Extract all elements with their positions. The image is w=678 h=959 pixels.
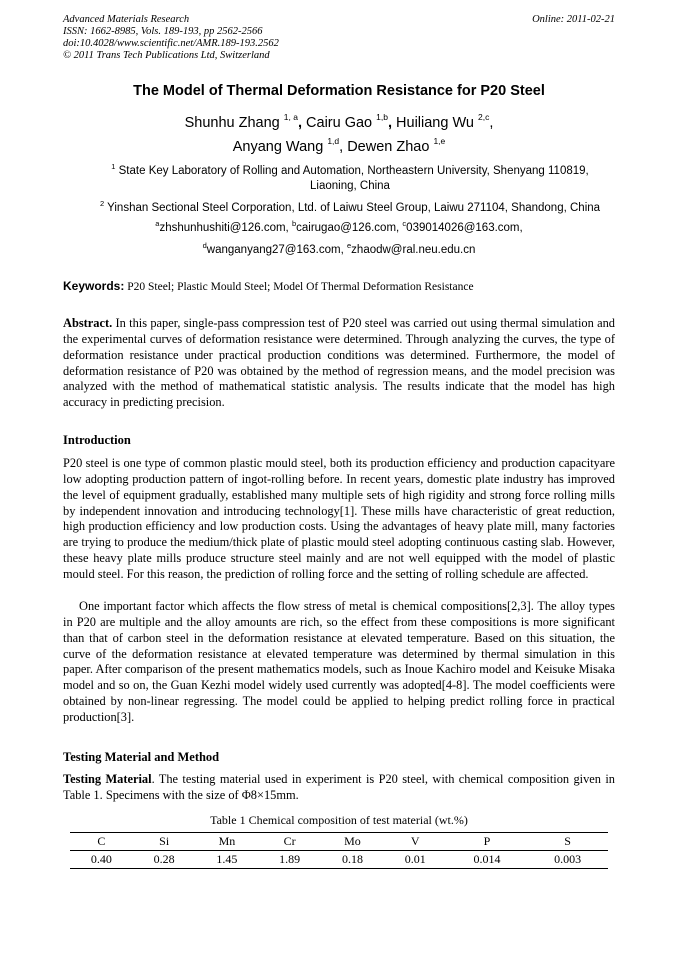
author-affiliation-mark: 1,b <box>376 112 388 122</box>
table-cell: 0.28 <box>153 852 175 866</box>
affiliation-1 <box>70 164 630 194</box>
testing-material-label: Testing Material <box>63 772 152 786</box>
keywords-label: Keywords: <box>63 279 125 293</box>
table-header-cell: Mo <box>344 834 361 848</box>
author-affiliation-mark: 2,c <box>478 112 490 122</box>
copyright-line: © 2011 Trans Tech Publications Ltd, Switzerland <box>63 50 270 61</box>
table-cell: 0.40 <box>90 852 112 866</box>
author-affiliation-mark: 1,d <box>327 136 340 146</box>
author-affiliation-mark: 1,e <box>433 136 446 146</box>
author-affiliation-mark: 1, a <box>283 112 298 122</box>
affiliation-mark: 1 <box>111 162 116 171</box>
author-name: Anyang Wang <box>232 139 324 155</box>
affiliation-text: Liaoning, China <box>310 180 390 192</box>
affiliation-text: State Key Laboratory of Rolling and Automation, Northeastern University, Shenyang 110819, <box>118 165 589 177</box>
keywords-text: P20 Steel; Plastic Mould Steel; Model Of Thermal Deformation Resistance <box>127 281 474 293</box>
author-name: Huiliang Wu <box>396 115 474 131</box>
table-caption: Table 1 Chemical composition of test material (wt.%) <box>210 813 468 827</box>
email-line-2 <box>0 243 678 258</box>
abstract-label: Abstract. <box>63 316 113 330</box>
email-mark: b <box>291 219 297 228</box>
abstract <box>63 316 615 411</box>
abstract-text: In this paper, single-pass compression test of P20 steel was carried out using thermal simulation and the experimental curves of deformation resistance were determined. Through analyzing the curves, the type of deformation resistance under practical production conditions was determined. Furthermore, the model of deformation resistance of P20 was obtained by the method of regression means, and the model precision was analyzed with the method of mathematical statistic analysis. The results indicate that the model has high accuracy in predicting precision. <box>63 316 615 410</box>
email-mark: d <box>202 241 207 250</box>
email-address: wanganyang27@163.com, <box>206 244 344 256</box>
paper-title: The Model of Thermal Deformation Resistance for P20 Steel <box>133 83 545 99</box>
table-header-cell: Si <box>159 834 170 848</box>
author-name: Shunhu Zhang <box>184 115 280 131</box>
table-header-cell: S <box>564 834 571 848</box>
affiliation-2 <box>60 201 640 216</box>
table-cell: 1.45 <box>216 852 238 866</box>
email-address: zhshunhushiti@126.com, <box>159 222 289 234</box>
introduction-paragraph-1: P20 steel is one type of common plastic mould steel, both its production efficiency and production capacityare low adopting production pattern of ingot-rolling before. In recent years, domestic plate industry has improved the level of equipment gradually, established many multiple sets of high rigidity and strong force rolling mills by independent innovation and introducing technology[1]. These mills have characteristic of great reduction, high production efficiency and low production costs. Using the advantages of heavy plate mill, many factories are trying to produce the medium/thick plate of plastic mould steel adopting continuous casting slab. However, these heavy plate mills produce structure steel mainly and are not well equipped with the model of plastic mould steel. For this reason, the prediction of rolling force and the setting of rolling schedule are affected. <box>63 456 615 581</box>
email-mark: e <box>347 241 352 250</box>
introduction-heading: Introduction <box>63 433 131 447</box>
table-header-cell: Mn <box>218 834 236 848</box>
author-name: Dewen Zhao <box>347 139 430 155</box>
introduction-paragraph-2: One important factor which affects the flow stress of metal is chemical compositions[2,3]. The alloy types in P20 are multiple and the alloy amounts are rich, so the effect from these compositions is more significant than that of carbon steel in the deformation resistance at elevated temperature. Based on this situation, the curve of the deformation resistance at elevated temperature was determined by thermal simulation in this paper. After comparison of the present mathematics models, such as Inoue Kachiro model and Keisuke Misaka model and so on, the Guan Kezhi model widely used currently was adopted[4-8]. The model coefficients were obtained by non-linear regressing. The model could be applied to helping predict rolling force in practical production[3]. <box>63 599 615 724</box>
composition-table <box>70 832 608 869</box>
author-line-2: Anyang Wang $^{1,d}$, Dewen Zhao $^{1,e}$ <box>232 136 446 155</box>
method-heading: Testing Material and Method <box>63 750 220 764</box>
email-line-1 <box>0 221 678 236</box>
table-header-cell: Cr <box>283 834 296 848</box>
doi-line: doi:10.4028/www.scientific.net/AMR.189-193.2562 <box>63 38 279 49</box>
email-mark: a <box>155 219 160 228</box>
online-date: Online: 2011-02-21 <box>532 14 615 25</box>
table-cell: 1.89 <box>279 852 301 866</box>
table-cell: 0.18 <box>341 852 363 866</box>
table-cell: 0.003 <box>554 852 582 866</box>
keywords <box>63 279 615 293</box>
table-header-row <box>70 833 608 851</box>
testing-material-paragraph <box>63 772 615 804</box>
table-header-cell: V <box>410 834 420 848</box>
author-line-1: Shunhu Zhang $^{1, a}$, Cairu Gao $^{1,b}$, Huiliang Wu $^{2,c}$, <box>184 112 494 131</box>
email-address: 039014026@163.com, <box>406 222 523 234</box>
email-address: zhaodw@ral.neu.edu.cn <box>351 244 476 256</box>
table-header-cell: P <box>483 834 491 848</box>
journal-name: Advanced Materials Research <box>63 14 190 25</box>
affiliation-text: Yinshan Sectional Steel Corporation, Ltd. of Laiwu Steel Group, Laiwu 271104, Shandong, China <box>107 202 601 214</box>
affiliation-mark: 2 <box>99 199 105 208</box>
table-cell: 0.014 <box>473 852 501 866</box>
author-name: Cairu Gao <box>306 115 373 131</box>
table-row <box>70 851 608 869</box>
table-cell: 0.01 <box>404 852 426 866</box>
email-address: cairugao@126.com, <box>296 222 400 234</box>
email-mark: c <box>402 219 407 228</box>
testing-material-text: . The testing material used in experiment is P20 steel, with chemical composition given in Table 1. Specimens with the size of Φ8×15mm. <box>63 772 615 802</box>
table-header-cell: C <box>97 834 106 848</box>
issn-line: ISSN: 1662-8985, Vols. 189-193, pp 2562-2566 <box>63 26 263 37</box>
journal-header <box>63 14 615 62</box>
